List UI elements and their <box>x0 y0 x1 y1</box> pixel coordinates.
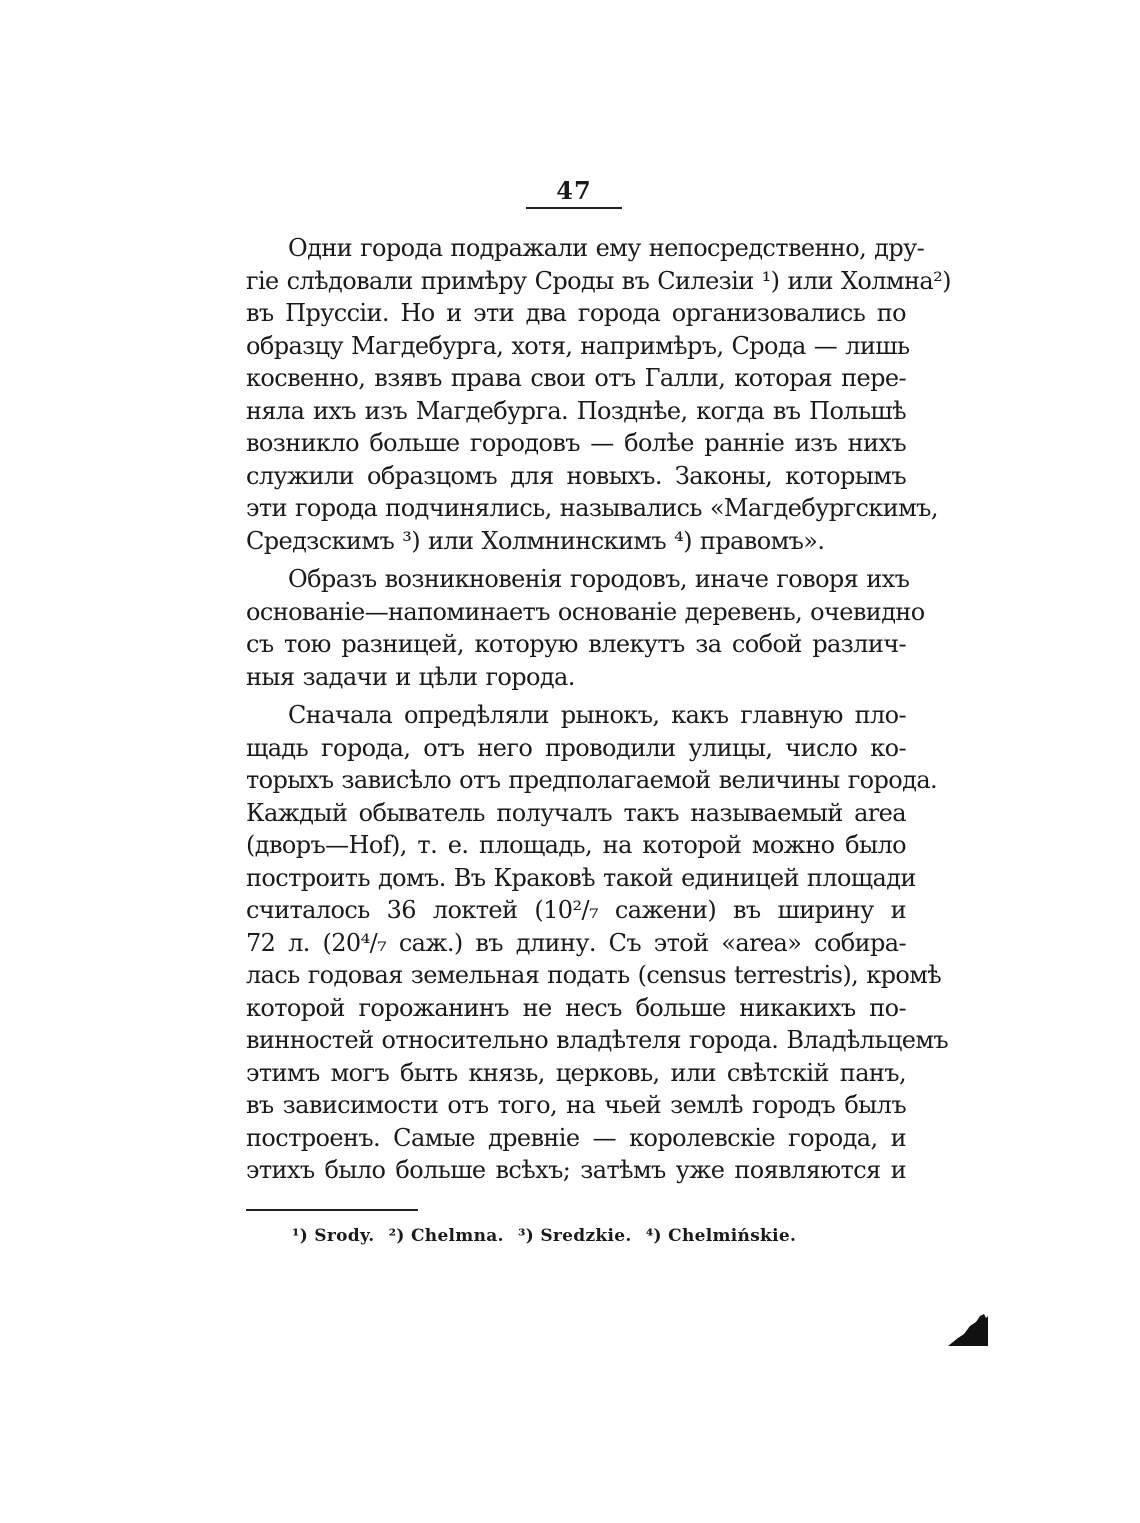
paragraph-3 <box>246 699 949 1187</box>
text-line: служили образцомъ для новыхъ. Законы, которымъ <box>246 461 906 490</box>
text-line: построенъ. Самые древніе — королевскіе города, и <box>246 1123 906 1152</box>
body-text <box>246 232 951 1193</box>
text-line: ныя задачи и цѣли города. <box>246 662 575 691</box>
text-line: торыхъ зависѣло отъ предполагаемой величины города. <box>246 766 938 794</box>
text-line: Сначала опредѣляли рынокъ, какъ главную пло- <box>288 701 906 729</box>
paragraph-2 <box>246 563 925 693</box>
text-line: возникло больше городовъ — болѣе ранніе изъ нихъ <box>246 429 906 457</box>
footnote-4: ⁴) Chelmińskie. <box>645 1226 797 1246</box>
footnote-1: ¹) Srody. <box>292 1226 375 1246</box>
page-number: 47 <box>556 176 592 205</box>
page-number-rule <box>526 207 622 209</box>
text-line: считалось 36 локтей (10²/₇ сажени) въ ширину и <box>246 896 906 924</box>
text-line: съ тою разницей, которую влекутъ за собой различ- <box>246 630 906 658</box>
text-line: (дворъ—Hof), т. е. площадь, на которой можно было <box>246 831 906 859</box>
text-line: этимъ могъ быть князь, церковь, или свѣтскій панъ, <box>246 1058 906 1087</box>
text-line: въ Пруссіи. Но и эти два города организовались по <box>246 299 906 327</box>
footnote-rule <box>246 1209 418 1211</box>
text-line: щадь города, отъ него проводили улицы, число ко- <box>246 733 906 762</box>
footnote-3: ³) Sredzkie. <box>518 1226 632 1246</box>
text-line: построить домъ. Въ Краковѣ такой единицей площади <box>246 863 916 892</box>
text-line: косвенно, взявъ права свои отъ Галли, которая пере- <box>246 364 906 392</box>
text-line: винностей относительно владѣтеля города. Владѣльцемъ <box>246 1026 949 1054</box>
paragraph-1 <box>246 232 951 557</box>
text-line: въ зависимости отъ того, на чьей землѣ городъ былъ <box>246 1091 906 1119</box>
footnote-2: ²) Chelmna. <box>388 1226 504 1246</box>
text-line: Каждый обыватель получалъ такъ называемый area <box>246 798 906 827</box>
footnotes <box>292 1226 804 1246</box>
scan-edge-mark <box>944 1312 990 1348</box>
text-line: основаніе—напоминаетъ основаніе деревень, очевидно <box>246 597 925 626</box>
text-line: эти города подчинялись, назывались «Магдебургскимъ, <box>246 494 938 522</box>
text-line: няла ихъ изъ Магдебурга. Позднѣе, когда въ Польшѣ <box>246 396 906 425</box>
text-line: Образъ возникновенія городовъ, иначе говоря ихъ <box>288 565 910 593</box>
text-line: которой горожанинъ не несъ больше никакихъ по- <box>246 993 906 1022</box>
text-line: Одни города подражали ему непосредственно, дру- <box>288 234 925 262</box>
text-line: образцу Магдебурга, хотя, напримѣръ, Срода — лишь <box>246 331 910 360</box>
text-line: лась годовая земельная подать (census terrestris), кромѣ <box>246 961 942 989</box>
text-line: этихъ было больше всѣхъ; затѣмъ уже появляются и <box>246 1156 906 1184</box>
text-line: Средзскимъ ³) или Холмнинскимъ ⁴) правомъ». <box>246 526 825 555</box>
text-line: гіе слѣдовали примѣру Сроды въ Силезіи ¹) или Холмна²) <box>246 266 951 295</box>
text-line: 72 л. (20⁴/₇ саж.) въ длину. Съ этой «area» собира- <box>246 928 906 957</box>
